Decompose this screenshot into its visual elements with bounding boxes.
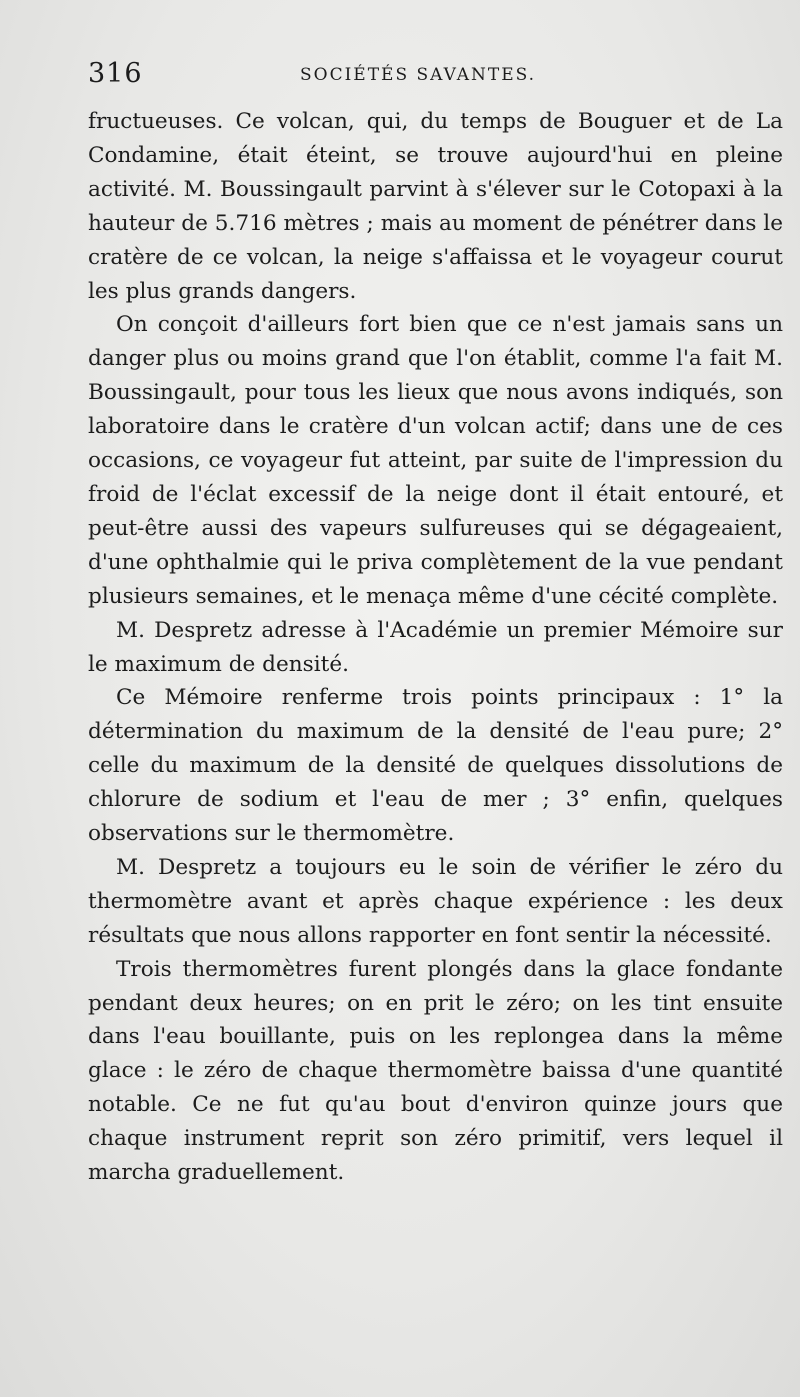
paragraph: Trois thermomètres furent plongés dans la glace fondante pendant deux heures; on en prit le zéro; on les tint ensuite dans l'eau bouillante, puis on les replongea dans la même glace : le zéro de chaque thermomètre baissa d'une quantité notable. Ce ne fut qu'au bout d'environ quinze jours que chaque instrument reprit son zéro primitif, vers lequel il marcha graduellement. <box>88 956 783 1186</box>
body-text <box>88 105 783 1190</box>
paragraph: M. Despretz adresse à l'Académie un premier Mémoire sur le maximum de densité. <box>88 617 783 677</box>
paragraph-continued: fructueuses. Ce volcan, qui, du temps de Bouguer et de La Condamine, était éteint, se trouve aujourd'hui en pleine activité. M. Boussingault parvint à s'élever sur le Cotopaxi à la hauteur de 5.716 mètres ; mais au moment de pénétrer dans le cratère de ce volcan, la neige s'affaissa et le voyageur courut les plus grands dangers. <box>88 109 783 304</box>
page-number: 316 <box>88 58 143 89</box>
running-title: SOCIÉTÉS SAVANTES. <box>300 65 537 85</box>
paragraph: Ce Mémoire renferme trois points principaux : 1° la détermination du maximum de la densité de l'eau pure; 2° celle du maximum de la densité de quelques dissolutions de chlorure de sodium et l'eau de mer ; 3° enfin, quelques observations sur le thermomètre. <box>88 685 783 847</box>
paragraph: On conçoit d'ailleurs fort bien que ce n'est jamais sans un danger plus ou moins grand que l'on établit, comme l'a fait M. Boussingault, pour tous les lieux que nous avons indiqués, son laboratoire dans le cratère d'un volcan actif; dans une de ces occasions, ce voyageur fut atteint, par suite de l'impression du froid de l'éclat excessif de la neige dont il était entouré, et peut-être aussi des vapeurs sulfureuses qui se dégageaient, d'une ophthalmie qui le priva complètement de la vue pendant plusieurs semaines, et le menaça même d'une cécité complète. <box>88 312 783 609</box>
running-head <box>88 58 740 92</box>
paragraph: M. Despretz a toujours eu le soin de vérifier le zéro du thermomètre avant et après chaque expérience : les deux résultats que nous allons rapporter en font sentir la nécessité. <box>88 854 783 948</box>
